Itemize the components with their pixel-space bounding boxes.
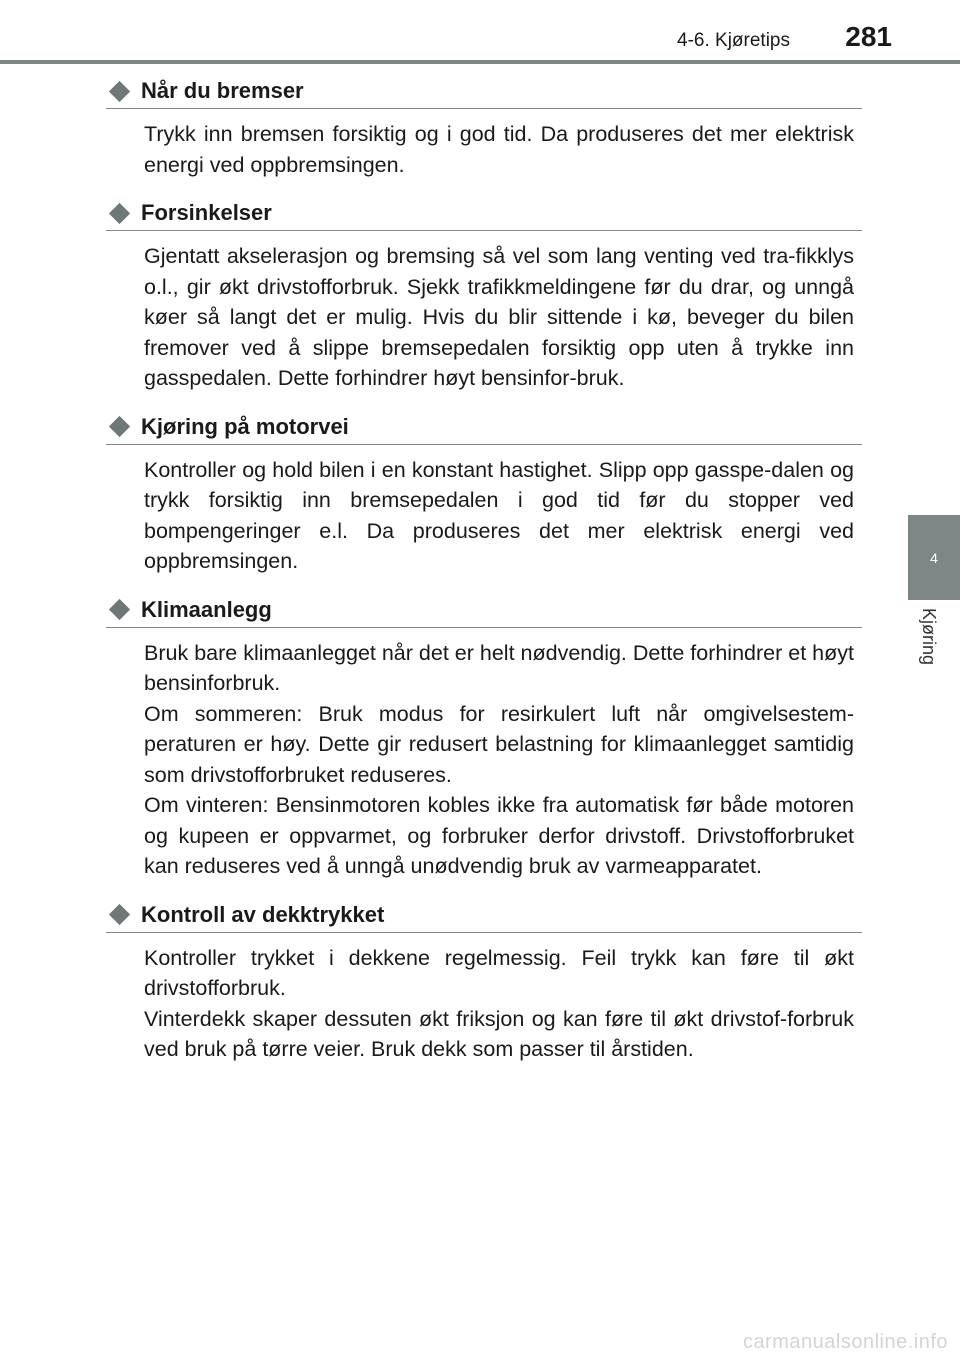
paragraph: Om sommeren: Bruk modus for resirkulert luft når omgivelsestem-peraturen er høy. Dette gir redusert belastning for klimaanlegget samtidig som drivstofforbruket reduseres.: [144, 701, 854, 787]
paragraph: Gjentatt akselerasjon og bremsing så vel som lang venting ved tra-fikklys o.l., gir økt drivstofforbruk. Sjekk trafikkmeldingene før du drar, og unngå køer så langt det er mulig. Hvis du blir sittende i kø, beveger du bilen fremover ved å slippe bremsepedalen forsiktig opp uten å trykke inn gasspedalen. Dette forhindrer høyt bensinfor-bruk.: [144, 244, 854, 390]
paragraph: Kontroller trykket i dekkene regelmessig. Feil trykk kan føre til økt drivstofforbruk.: [144, 945, 854, 1000]
section-braking: [106, 74, 862, 180]
page-number: 281: [845, 21, 892, 52]
section-heading: [106, 196, 862, 231]
header-section-title: 4-6. Kjøretips: [677, 30, 790, 51]
section-highway: [106, 410, 862, 577]
section-tire-pressure: [106, 898, 862, 1065]
section-title: Kjøring på motorvei: [141, 413, 349, 439]
section-title: Klimaanlegg: [141, 596, 272, 622]
section-title: Når du bremser: [141, 78, 304, 103]
paragraph: Bruk bare klimaanlegget når det er helt nødvendig. Dette forhindrer et høyt bensinforbruk.: [144, 640, 854, 695]
section-title: Forsinkelser: [141, 200, 272, 225]
paragraph: Kontroller og hold bilen i en konstant hastighet. Slipp opp gasspe-dalen og trykk forsiktig inn bremsepedalen i god tid før du stopper ved bompengeringer e.l. Da produseres det mer elektrisk energi ved oppbremsingen.: [144, 457, 854, 573]
diamond-bullet-icon: [109, 80, 130, 101]
paragraph: Trykk inn bremsen forsiktig og i god tid. Da produseres det mer elektrisk energi ved oppbremsingen.: [144, 122, 854, 177]
diamond-bullet-icon: [109, 904, 130, 925]
diamond-bullet-icon: [109, 599, 130, 620]
section-heading: [106, 593, 862, 628]
paragraph: Vinterdekk skaper dessuten økt friksjon og kan føre til økt drivstof-forbruk ved bruk på tørre veier. Bruk dekk som passer til årstiden.: [144, 1006, 854, 1061]
chapter-number: 4: [930, 549, 938, 566]
section-heading: [106, 410, 862, 445]
section-heading: [106, 74, 862, 109]
section-delays: [106, 196, 862, 394]
section-body: [144, 119, 854, 180]
page-content: [106, 74, 862, 1065]
section-climate: [106, 593, 862, 882]
chapter-label: Kjøring: [919, 608, 939, 666]
watermark: carmanualsonline.info: [742, 1331, 948, 1353]
header-rule: [0, 60, 960, 64]
section-body: [144, 241, 854, 394]
section-body: [144, 638, 854, 882]
diamond-bullet-icon: [109, 202, 130, 223]
section-heading: [106, 898, 862, 933]
section-body: [144, 455, 854, 577]
diamond-bullet-icon: [109, 416, 130, 437]
section-title: Kontroll av dekktrykket: [141, 901, 385, 927]
chapter-tab[interactable]: [908, 515, 960, 600]
section-body: [144, 943, 854, 1065]
paragraph: Om vinteren: Bensinmotoren kobles ikke fra automatisk før både motoren og kupeen er oppvarmet, og forbruker derfor drivstoff. Drivstofforbruket kan reduseres ved å unngå unødvendig bruk av varmeapparatet.: [144, 793, 854, 878]
